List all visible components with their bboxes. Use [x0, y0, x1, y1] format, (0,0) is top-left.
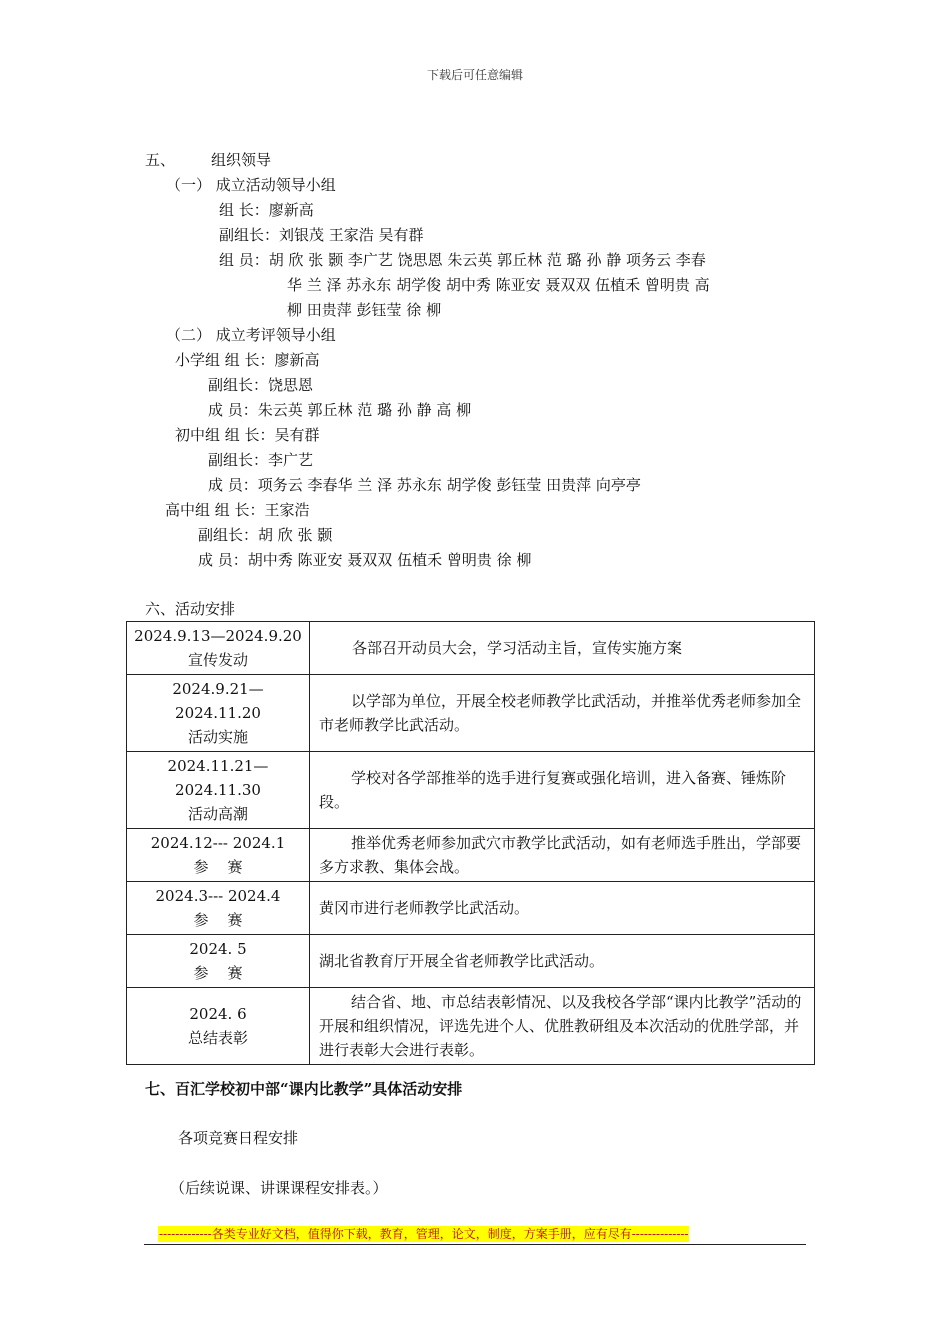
group-leader: 组 长：廖新高: [219, 201, 314, 219]
middle-deputy: 副组长：李广艺: [208, 451, 314, 469]
section-7-line-2: （后续说课、讲课课程安排表。）: [170, 1179, 388, 1197]
footer-banner: -------------各类专业好文档，值得你下载，教育，管理，论文，制度，方案手册，应有尽有--------------: [159, 1227, 689, 1241]
table-row: [127, 935, 815, 988]
stage-text: 活动实施: [187, 728, 248, 746]
stage-text: 活动高潮: [187, 805, 248, 823]
date-cell: [127, 622, 310, 675]
footer-rule: [144, 1244, 806, 1245]
stage-text: 参 赛: [193, 858, 243, 876]
date-cell: [127, 935, 310, 988]
group-members-line-1: 组 员：胡 欣 张 颢 李广艺 饶思恩 朱云英 郭丘林 范 璐 孙 静 项务云 李春: [219, 251, 706, 269]
section-7-title: 七、百汇学校初中部“课内比教学”具体活动安排: [145, 1080, 463, 1098]
description-cell: 黄冈市进行老师教学比武活动。: [310, 882, 815, 935]
stage-text: 总结表彰: [187, 1029, 248, 1047]
schedule-table: [126, 621, 815, 1065]
table-row: [127, 988, 815, 1065]
middle-members: 成 员：项务云 李春华 兰 泽 苏永东 胡学俊 彭钰莹 田贵萍 向亭亭: [208, 476, 641, 494]
date-cell: [127, 988, 310, 1065]
high-deputy: 副组长：胡 欣 张 颢: [198, 526, 333, 544]
section-5-number: 五、: [145, 151, 176, 169]
stage-text: 宣传发动: [187, 651, 248, 669]
date-text: 2024. 6: [189, 1005, 247, 1023]
date-cell: [127, 882, 310, 935]
subsection-2-title: （二） 成立考评领导小组: [166, 326, 336, 344]
section-7-line-1: 各项竞赛日程安排: [178, 1129, 299, 1147]
table-row: [127, 622, 815, 675]
description-cell: 各部召开动员大会，学习活动主旨，宣传实施方案: [310, 622, 815, 675]
primary-deputy: 副组长：饶思恩: [208, 376, 314, 394]
date-text: 2024. 5: [189, 940, 247, 958]
table-row: [127, 752, 815, 829]
high-members: 成 员：胡中秀 陈亚安 聂双双 伍植禾 曾明贵 徐 柳: [198, 551, 532, 569]
description-cell: 推举优秀老师参加武穴市教学比武活动，如有老师选手胜出，学部要多方求教、集体会战。: [310, 829, 815, 882]
primary-members: 成 员：朱云英 郭丘林 范 璐 孙 静 高 柳: [208, 401, 472, 419]
description-cell: 结合省、地、市总结表彰情况、以及我校各学部“课内比教学”活动的开展和组织情况，评选先进个人、优胜教研组及本次活动的优胜学部，并进行表彰大会进行表彰。: [310, 988, 815, 1065]
date-cell: [127, 829, 310, 882]
table-row: [127, 882, 815, 935]
middle-leader: 初中组 组 长：吴有群: [175, 426, 320, 444]
section-6-title: 六、活动安排: [145, 600, 236, 618]
date-text: 2024.9.13—2024.9.20: [134, 627, 302, 645]
date-text: 2024.11.21—: [167, 757, 269, 775]
stage-text: 参 赛: [193, 964, 243, 982]
description-cell: 以学部为单位，开展全校老师教学比武活动，并推举优秀老师参加全市老师教学比武活动。: [310, 675, 815, 752]
table-row: [127, 829, 815, 882]
description-cell: 学校对各学部推举的选手进行复赛或强化培训，进入备赛、锤炼阶段。: [310, 752, 815, 829]
date-text: 2024.11.30: [175, 781, 261, 799]
stage-text: 参 赛: [193, 911, 243, 929]
page-header: 下载后可任意编辑: [426, 68, 523, 82]
date-text: 2024.3--- 2024.4: [155, 887, 281, 905]
date-text: 2024.9.21—2024.11.20: [172, 680, 264, 722]
table-row: [127, 675, 815, 752]
group-members-line-3: 柳 田贵萍 彭钰莹 徐 柳: [287, 301, 442, 319]
high-leader: 高中组 组 长：王家浩: [165, 501, 310, 519]
date-cell: [127, 675, 310, 752]
date-text: 2024.12--- 2024.1: [150, 834, 286, 852]
group-deputy: 副组长：刘银茂 王家浩 吴有群: [219, 226, 424, 244]
primary-leader: 小学组 组 长：廖新高: [175, 351, 320, 369]
section-5-title: 组织领导: [211, 151, 272, 169]
description-cell: 湖北省教育厅开展全省老师教学比武活动。: [310, 935, 815, 988]
subsection-1-title: （一） 成立活动领导小组: [166, 176, 336, 194]
group-members-line-2: 华 兰 泽 苏永东 胡学俊 胡中秀 陈亚安 聂双双 伍植禾 曾明贵 高: [287, 276, 710, 294]
date-cell: [127, 752, 310, 829]
